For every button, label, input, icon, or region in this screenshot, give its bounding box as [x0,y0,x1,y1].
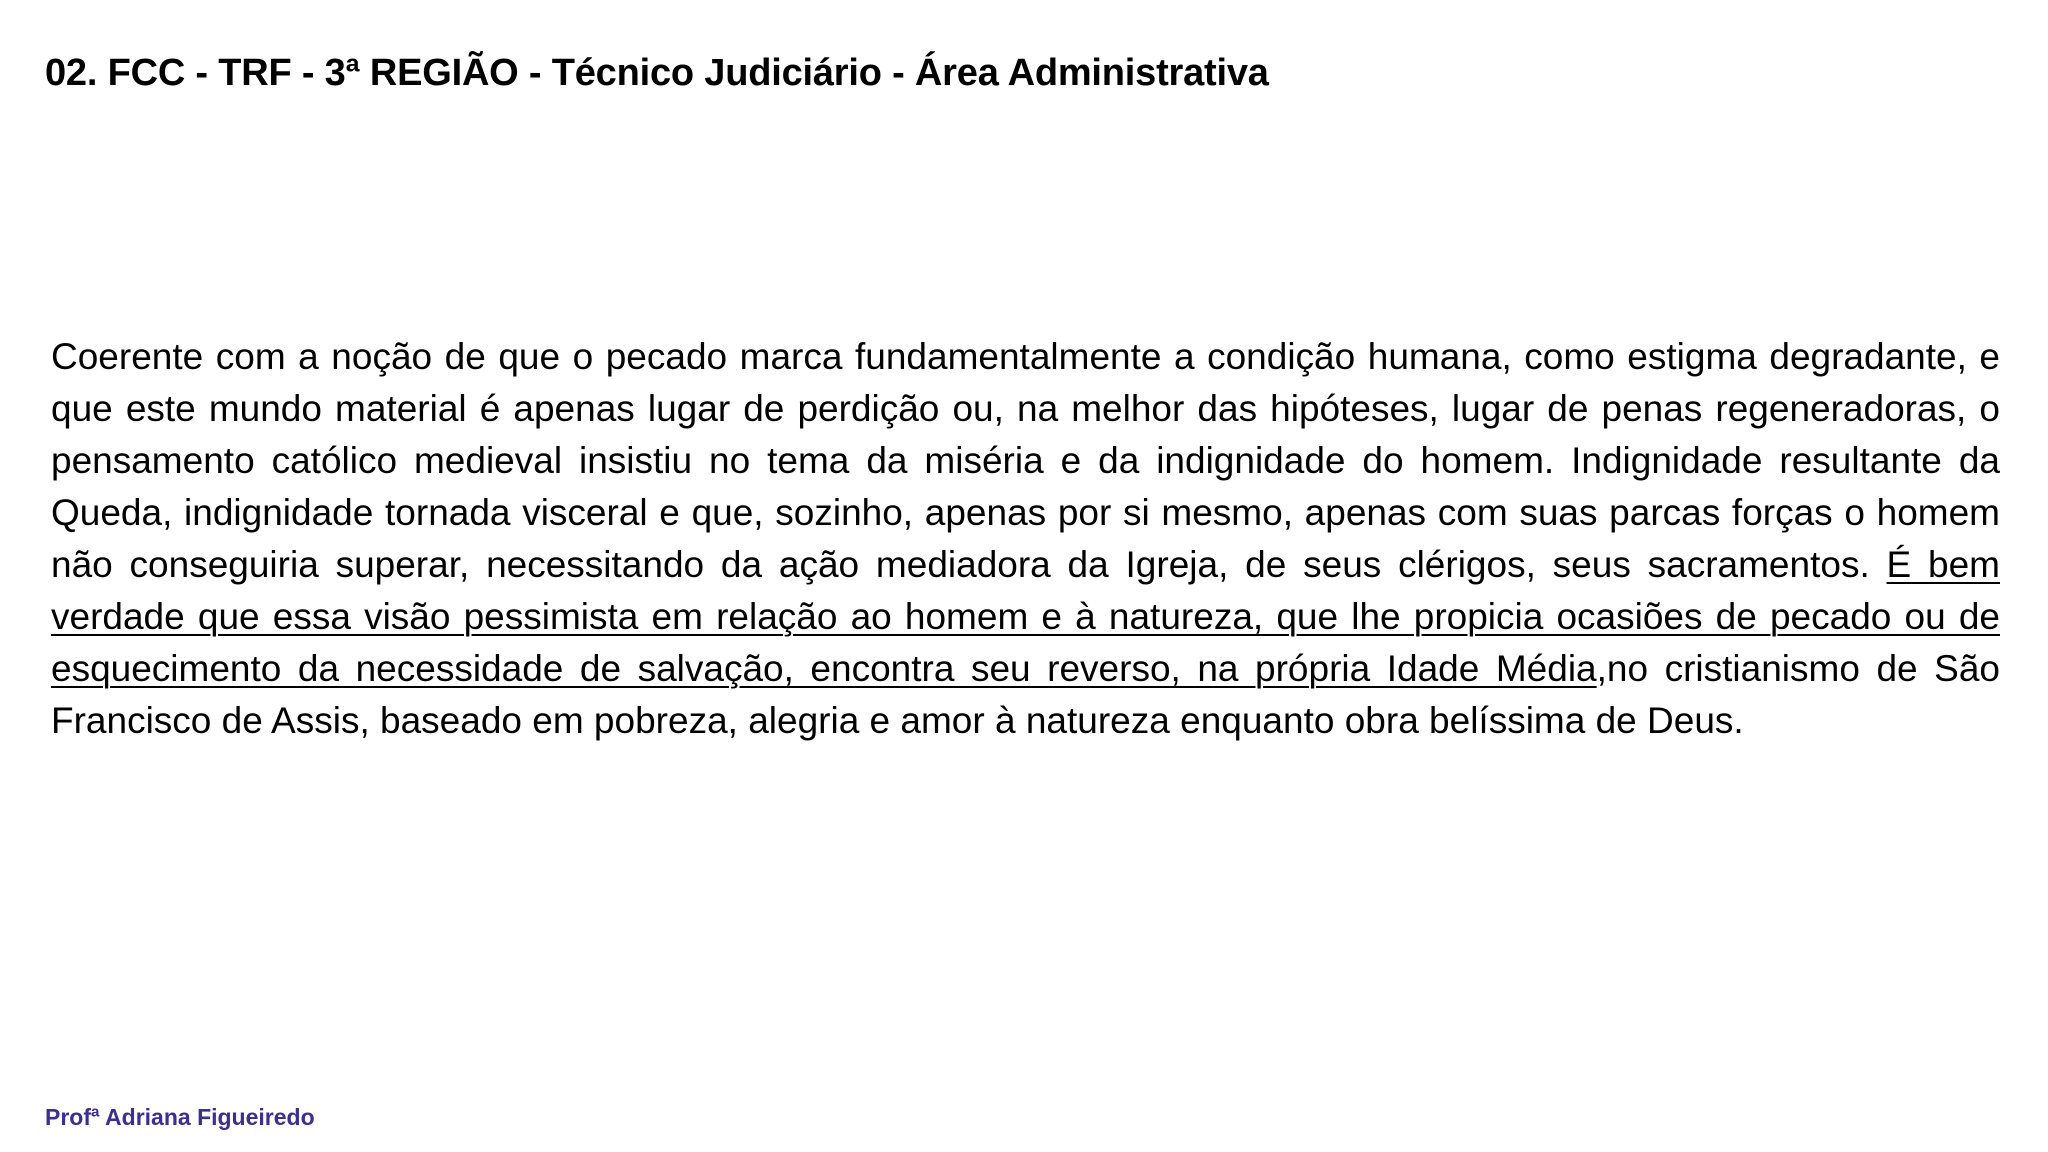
author-credit: Profª Adriana Figueiredo [45,1104,315,1130]
passage-conclusion: ,no cristianismo de São Francisco de Assis, baseado em pobreza, alegria e amor à natureza enquanto obra belíssima de Deus. [51,648,2000,741]
passage-intro: Coerente com a noção de que o pecado marca fundamentalmente a condição humana, como estigma degradante, e que este mundo material é apenas lugar de perdição ou, na melhor das hipóteses, lugar de penas regeneradoras, o pensamento católico medieval insistiu no tema da miséria e da indignidade do homem. Indignidade resultante da Queda, indignidade tornada visceral e que, sozinho, apenas por si mesmo, apenas com suas parcas forças o homem não conseguiria superar, necessitando da ação mediadora da Igreja, de seus clérigos, seus sacramentos. [51,336,2000,585]
passage-text [51,331,2000,747]
slide-title: 02. FCC - TRF - 3ª REGIÃO - Técnico Judiciário - Área Administrativa [45,52,1269,94]
passage-underlined-excerpt: É bem verdade que essa visão pessimista em relação ao homem e à natureza, que lhe propicia ocasiões de pecado ou de esquecimento da necessidade de salvação, encontra seu reverso, na própria Idade Média [51,544,2000,689]
